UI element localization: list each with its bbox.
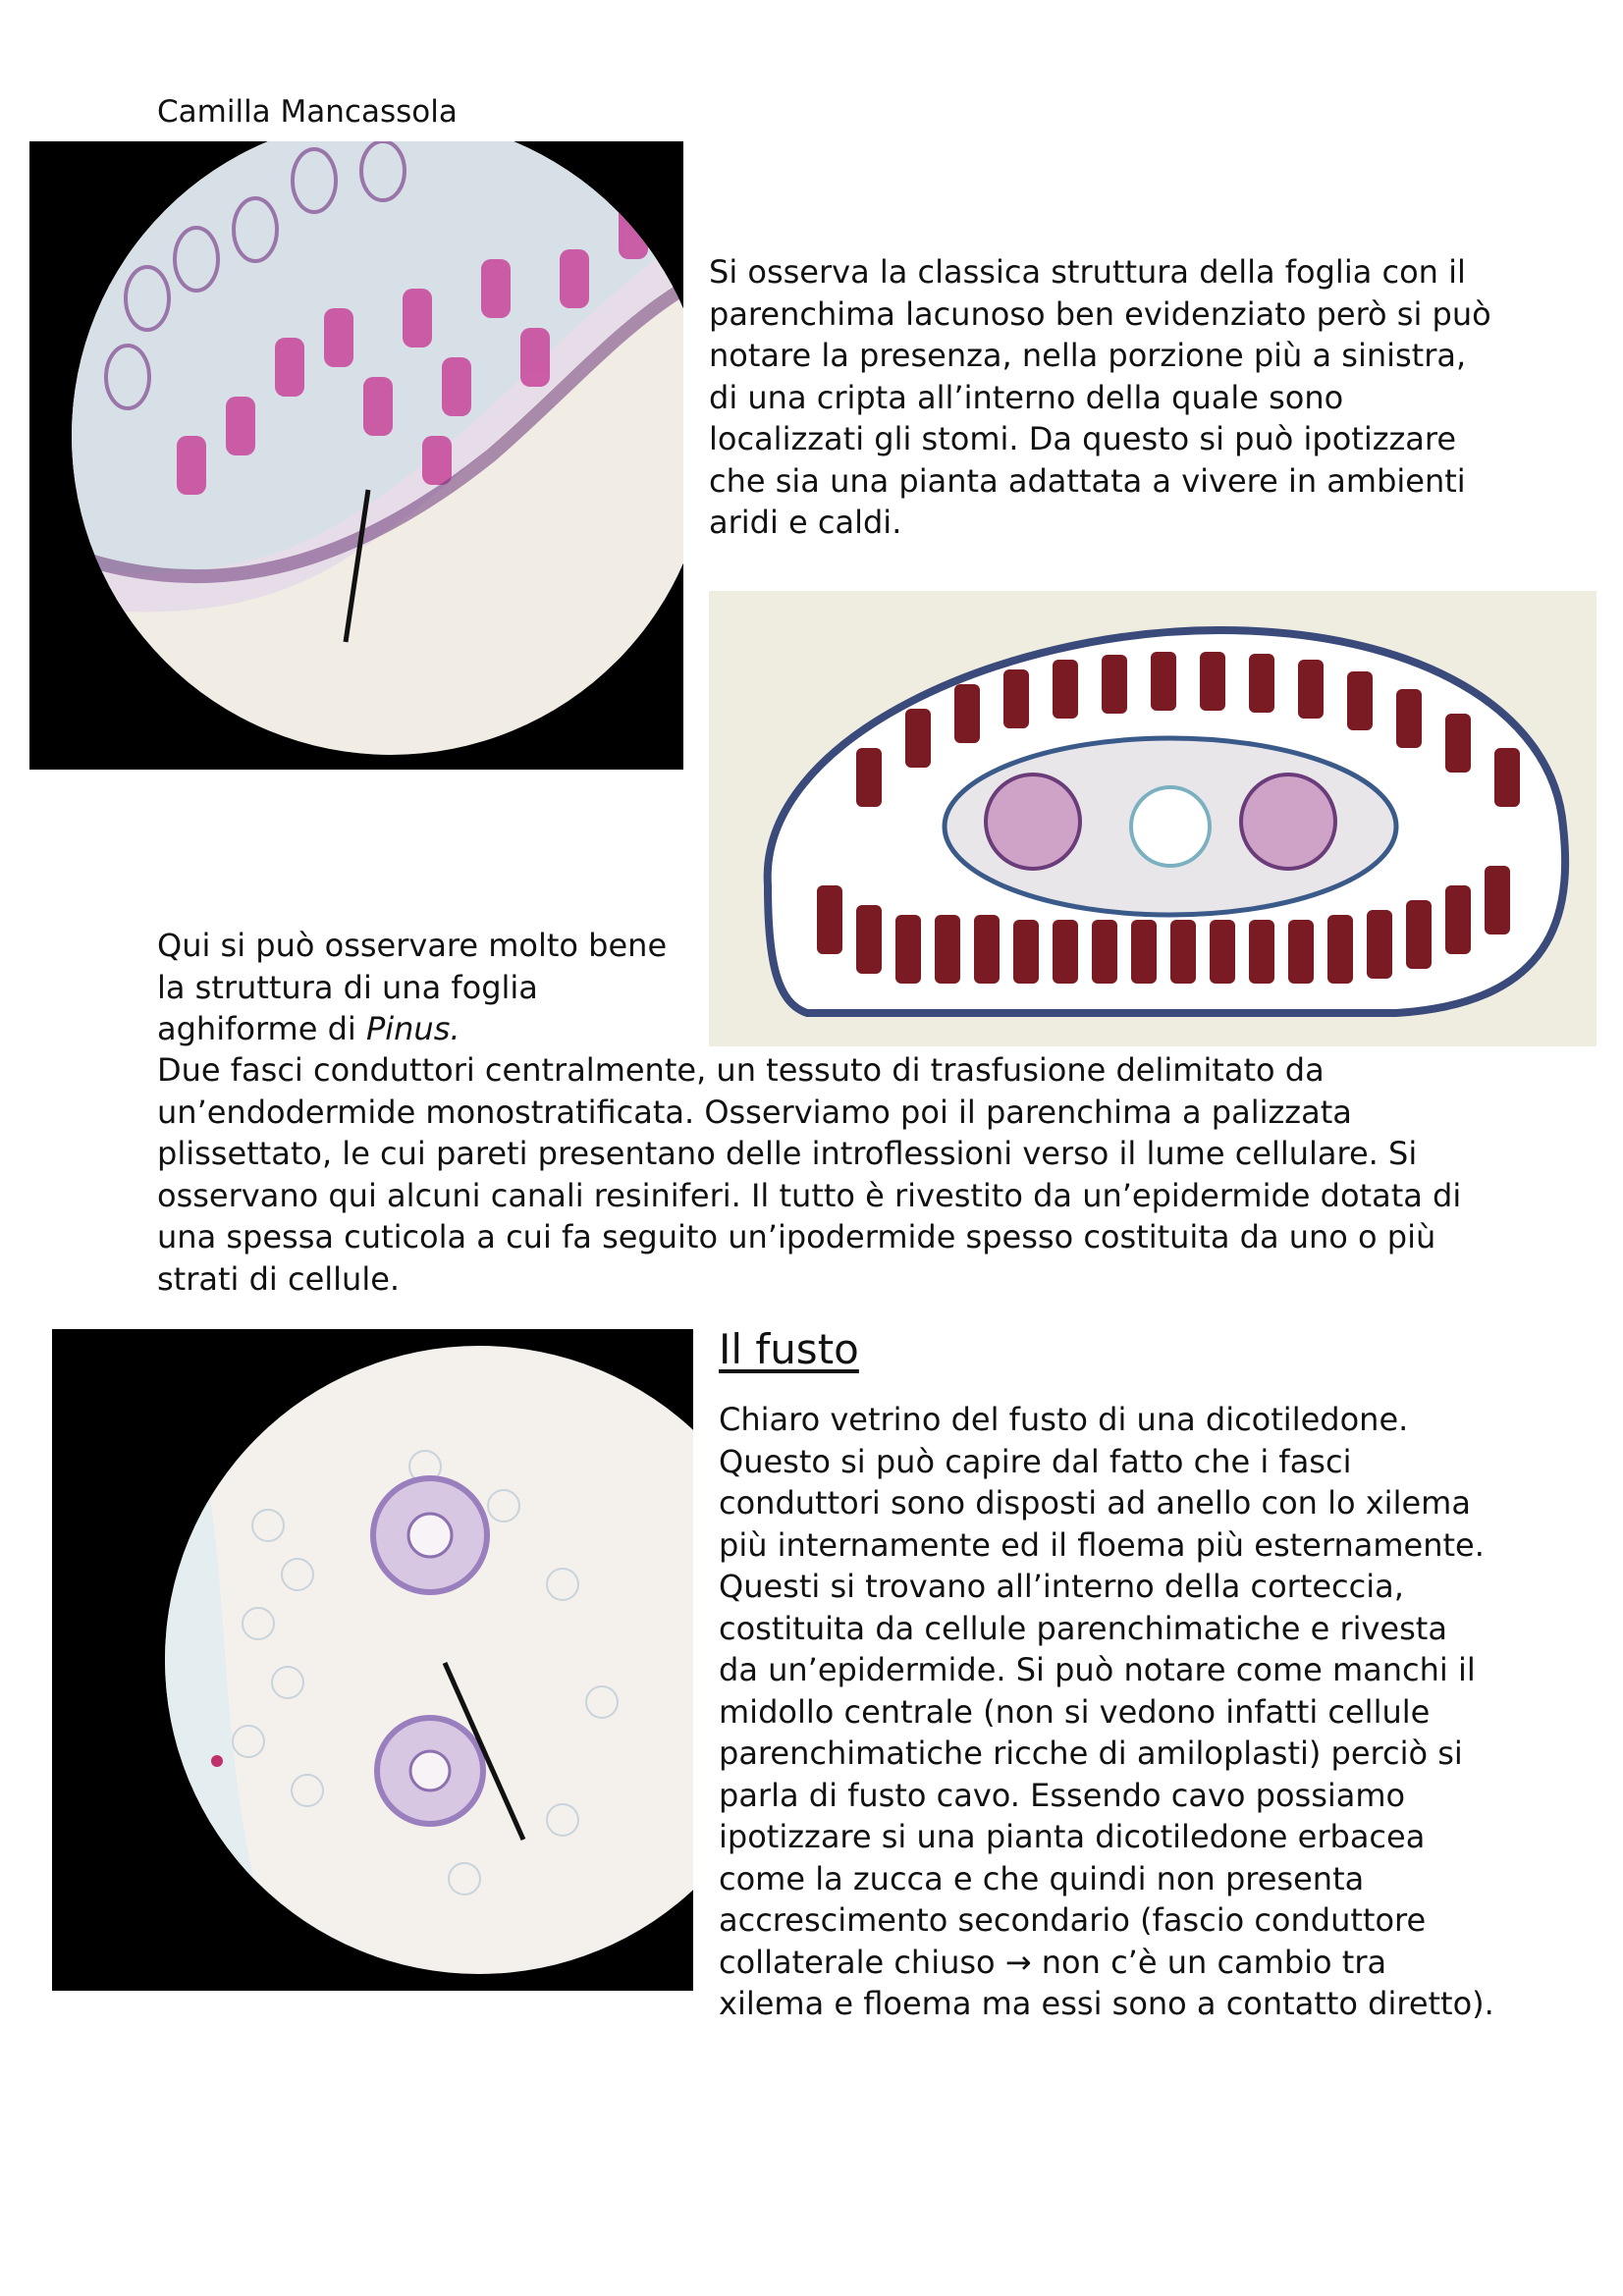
pinus-paragraph-continued: Due fasci conduttori centralmente, un tessuto di trasfusione delimitato da un’endodermide monostratificata. Osserviamo poi il parenchima a palizzata plissettato, le cui pareti presentano delle introflessioni verso il lume cellulare. Si osservano qui alcuni canali resiniferi. Il tutto è rivestito da un’epidermide dotata di una spessa cuticola a cui fa seguito un’ipodermide spesso costituita da uno o più strati di cellule. bbox=[157, 1051, 1462, 1298]
pinus-paragraph bbox=[157, 925, 1492, 1050]
pinus-paragraph-line1 bbox=[157, 925, 668, 1050]
pinus-italic-name: Pinus. bbox=[365, 1010, 460, 1047]
stem-paragraph-wrap bbox=[719, 1399, 1494, 2025]
section-heading-stem: Il fusto bbox=[719, 1325, 859, 1373]
pinus-paragraph-start: Qui si può osservare molto bene la struttura di una foglia aghiforme di bbox=[157, 927, 668, 1047]
leaf-micrograph bbox=[29, 141, 683, 770]
leaf-crypt-paragraph: Si osserva la classica struttura della foglia con il parenchima lacunoso ben evidenziato però si può notare la presenza, nella porzione più a sinistra, di una cripta all’interno della quale sono localizzati gli stomi. Da questo si può ipotizzare che sia una pianta adattata a vivere in ambienti aridi e caldi. bbox=[709, 253, 1491, 541]
stem-paragraph: Chiaro vetrino del fusto di una dicotiledone. Questo si può capire dal fatto che i fasci conduttori sono disposti ad anello con lo xilema più internamente ed il floema più esternamente. Questi si trovano all’interno della corteccia, costituita da cellule parenchimatiche e rivesta da un’epidermide. Si può notare come manchi il midollo centrale (non si vedono infatti cellule parenchimatiche ricche di amiloplasti) perciò si parla di fusto cavo. Essendo cavo possiamo ipotizzare si una pianta dicotiledone erbacea come la zucca e che quindi non presenta accrescimento secondario (fascio conduttore collaterale chiuso → non c’è un cambio tra xilema e floema ma essi sono a contatto diretto). bbox=[719, 1401, 1494, 2022]
author-name: Camilla Mancassola bbox=[157, 94, 458, 130]
stem-micrograph bbox=[52, 1329, 693, 1991]
